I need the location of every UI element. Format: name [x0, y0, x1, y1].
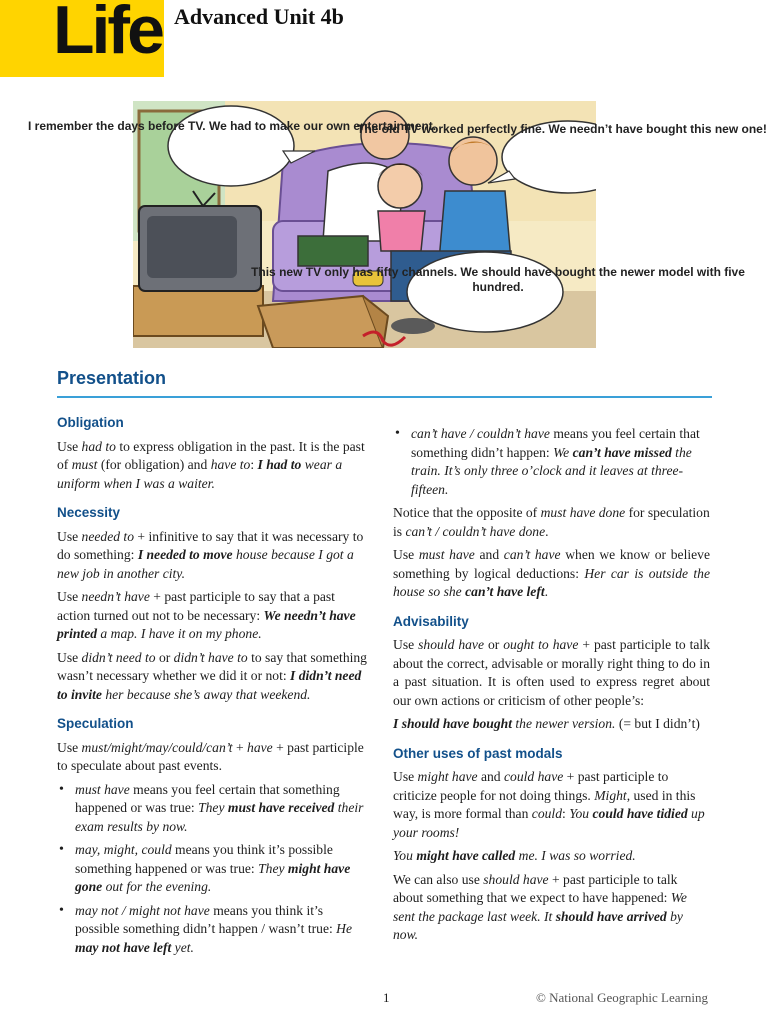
text: + past participle to talk about the correct, advisable or morally right thing to do in a past situation. It is often used to express regret about our own actions or criticism of other people’s:: [393, 637, 710, 708]
text: for speculation is: [393, 505, 710, 539]
advisability-section: [393, 613, 710, 734]
example-key: I had to: [257, 457, 302, 472]
example: her because she’s away that weekend.: [101, 686, 311, 702]
advisability-example: [393, 715, 710, 734]
copyright-notice: © National Geographic Learning: [536, 990, 708, 1005]
text: + past participle to speculate about past events.: [57, 739, 364, 773]
example: the newer version.: [511, 716, 616, 731]
obligation-text: [57, 438, 371, 494]
example-key: I didn’t need to invite: [57, 668, 362, 702]
term: have: [247, 739, 273, 755]
term: ought to have: [503, 637, 579, 652]
text: + past participle to criticize people for not doing things.: [393, 769, 669, 803]
text: or: [155, 649, 174, 665]
speculation-section: [57, 715, 371, 957]
example: their exam results by now.: [75, 800, 364, 834]
example: They: [198, 800, 228, 815]
term: should have: [483, 871, 549, 887]
right-column: [393, 425, 710, 950]
family-tv-cartoon: [133, 101, 596, 348]
example: by now.: [393, 908, 683, 942]
text: + past participle to talk about something that we expect to have happened:: [393, 871, 678, 905]
speech-bubble-boy: This new TV only has fifty channels. We should have bought the newer model with five hundred.: [251, 265, 745, 294]
text: to express obligation in the past. It is the past of: [57, 438, 365, 472]
example-key: We needn’t have printed: [57, 607, 356, 641]
life-logo: [0, 0, 164, 77]
text: (= but I didn’t): [615, 716, 700, 731]
example: Her car is outside the house so she: [393, 565, 710, 599]
example: We sent the package last week. It: [393, 890, 687, 924]
example-key: can’t have missed: [572, 444, 672, 460]
example-key: should have arrived: [555, 908, 667, 924]
example: They: [258, 860, 288, 876]
necessity-text-2: [57, 588, 371, 644]
example: He: [336, 921, 353, 936]
logic-text: [393, 546, 710, 602]
term: must have: [75, 781, 130, 797]
example-key: might have gone: [75, 860, 351, 894]
term: didn’t need to: [81, 649, 156, 665]
cartoon-illustration: [133, 101, 596, 348]
example-key: can’t have left: [465, 584, 545, 599]
logo-text: Life: [53, 0, 162, 68]
text: Use: [393, 547, 419, 562]
text: :: [562, 806, 570, 821]
term: might have: [417, 769, 478, 784]
list-item: [57, 781, 371, 837]
text: + past participle to say that a past action turned out not to be necessary:: [57, 589, 335, 623]
term: Might: [594, 787, 627, 803]
text: Use: [57, 589, 82, 604]
example: me. I was so worried.: [515, 848, 636, 863]
other-uses-text-1: [393, 768, 710, 842]
example: up your rooms!: [393, 806, 705, 840]
text: Use: [57, 438, 82, 454]
section-title: Presentation: [57, 368, 167, 388]
term: must have done: [540, 505, 626, 520]
term: must: [71, 457, 98, 472]
example-key: could have tidied: [592, 806, 688, 821]
text: Use: [393, 637, 419, 652]
text: +: [232, 739, 248, 755]
example: house because I got a new job in another city.: [57, 547, 354, 581]
list-item: [57, 902, 371, 958]
unit-title: Advanced Unit 4b: [174, 4, 344, 29]
other-uses-text-3: [393, 871, 710, 945]
text: (for obligation) and: [97, 457, 211, 472]
list-item: [57, 841, 371, 897]
term: had to: [81, 438, 116, 454]
term: can’t / couldn’t have done: [405, 523, 546, 539]
term: needed to: [81, 528, 135, 544]
necessity-section: [57, 504, 371, 704]
necessity-text-3: [57, 649, 371, 705]
term: have to: [210, 457, 251, 472]
other-uses-heading: Other uses of past modals: [393, 745, 563, 761]
speculation-list-continued: [393, 425, 710, 499]
text: .: [545, 523, 549, 539]
text: Use: [57, 739, 82, 755]
necessity-text-1: [57, 528, 371, 584]
speculation-text: [57, 739, 371, 776]
term: must/might/may/could/can’t: [81, 739, 233, 755]
text: Notice that the opposite of: [393, 505, 541, 520]
example-key: might have called: [416, 848, 516, 863]
left-column: [57, 414, 371, 962]
other-uses-text-2: [393, 847, 710, 866]
example: You: [393, 848, 417, 863]
text: or: [483, 637, 504, 652]
text: .: [544, 584, 549, 599]
speech-bubble-dad: The old TV worked perfectly fine. We needn’t have bought this new one!: [357, 122, 767, 136]
necessity-heading: Necessity: [57, 505, 121, 520]
text: means you feel certain that something happened or was true:: [75, 781, 340, 815]
example: out for the evening.: [102, 879, 212, 894]
example: a map. I have it on my phone.: [97, 626, 262, 641]
example: We: [553, 444, 573, 460]
example: You: [569, 806, 593, 821]
term: can’t have: [503, 547, 561, 562]
text: :: [250, 457, 258, 472]
example: the train. It’s only three o’clock and it leaves at three-fifteen.: [411, 444, 692, 497]
example: wear a uniform when I was a waiter.: [57, 457, 343, 491]
text: , used in this way, is more formal than: [393, 787, 696, 821]
text: + infinitive to say that it was necessary to do something:: [57, 528, 364, 562]
term: can’t have / couldn’t have: [411, 426, 550, 441]
section-divider: [57, 396, 712, 398]
text: means you feel certain that something didn’t happen:: [411, 426, 700, 460]
text: Use: [57, 649, 82, 665]
speculation-list: [57, 781, 371, 958]
text: and: [477, 769, 505, 784]
advisability-heading: Advisability: [393, 613, 469, 629]
text: means you think it’s possible something happened or was true:: [75, 842, 333, 876]
text: Use: [393, 769, 418, 784]
page-number: 1: [383, 990, 390, 1005]
advisability-text: [393, 636, 710, 710]
notice-text: [393, 504, 710, 541]
text: means you think it’s possible something didn’t happen / wasn’t true:: [75, 902, 337, 936]
term: could: [531, 806, 562, 821]
example-key: I needed to move: [137, 547, 233, 562]
list-item: [393, 425, 710, 499]
obligation-heading: Obligation: [57, 415, 124, 430]
term: needn’t have: [81, 589, 150, 604]
example-key: may not have left: [75, 939, 172, 955]
speculation-heading: Speculation: [57, 716, 134, 731]
text: when we know or believe something by logical deductions:: [393, 547, 710, 581]
example-key: I should have bought: [393, 716, 512, 731]
term: could have: [504, 769, 564, 784]
text: Use: [57, 528, 82, 544]
term: should have: [418, 637, 484, 652]
other-uses-section: [393, 745, 710, 945]
term: may not / might not have: [75, 902, 210, 918]
example-key: must have received: [227, 800, 335, 815]
example: yet.: [171, 939, 194, 955]
speech-bubble-grandpa: I remember the days before TV. We had to make our own entertainment.: [28, 119, 437, 133]
text: to say that something wasn’t necessary whether we did it or not:: [57, 649, 367, 683]
term: didn’t have to: [173, 649, 248, 665]
term: must have: [418, 547, 475, 562]
text: We can also use: [393, 871, 484, 887]
term: may, might, could: [75, 842, 172, 857]
obligation-section: [57, 414, 371, 493]
text: and: [474, 547, 504, 562]
